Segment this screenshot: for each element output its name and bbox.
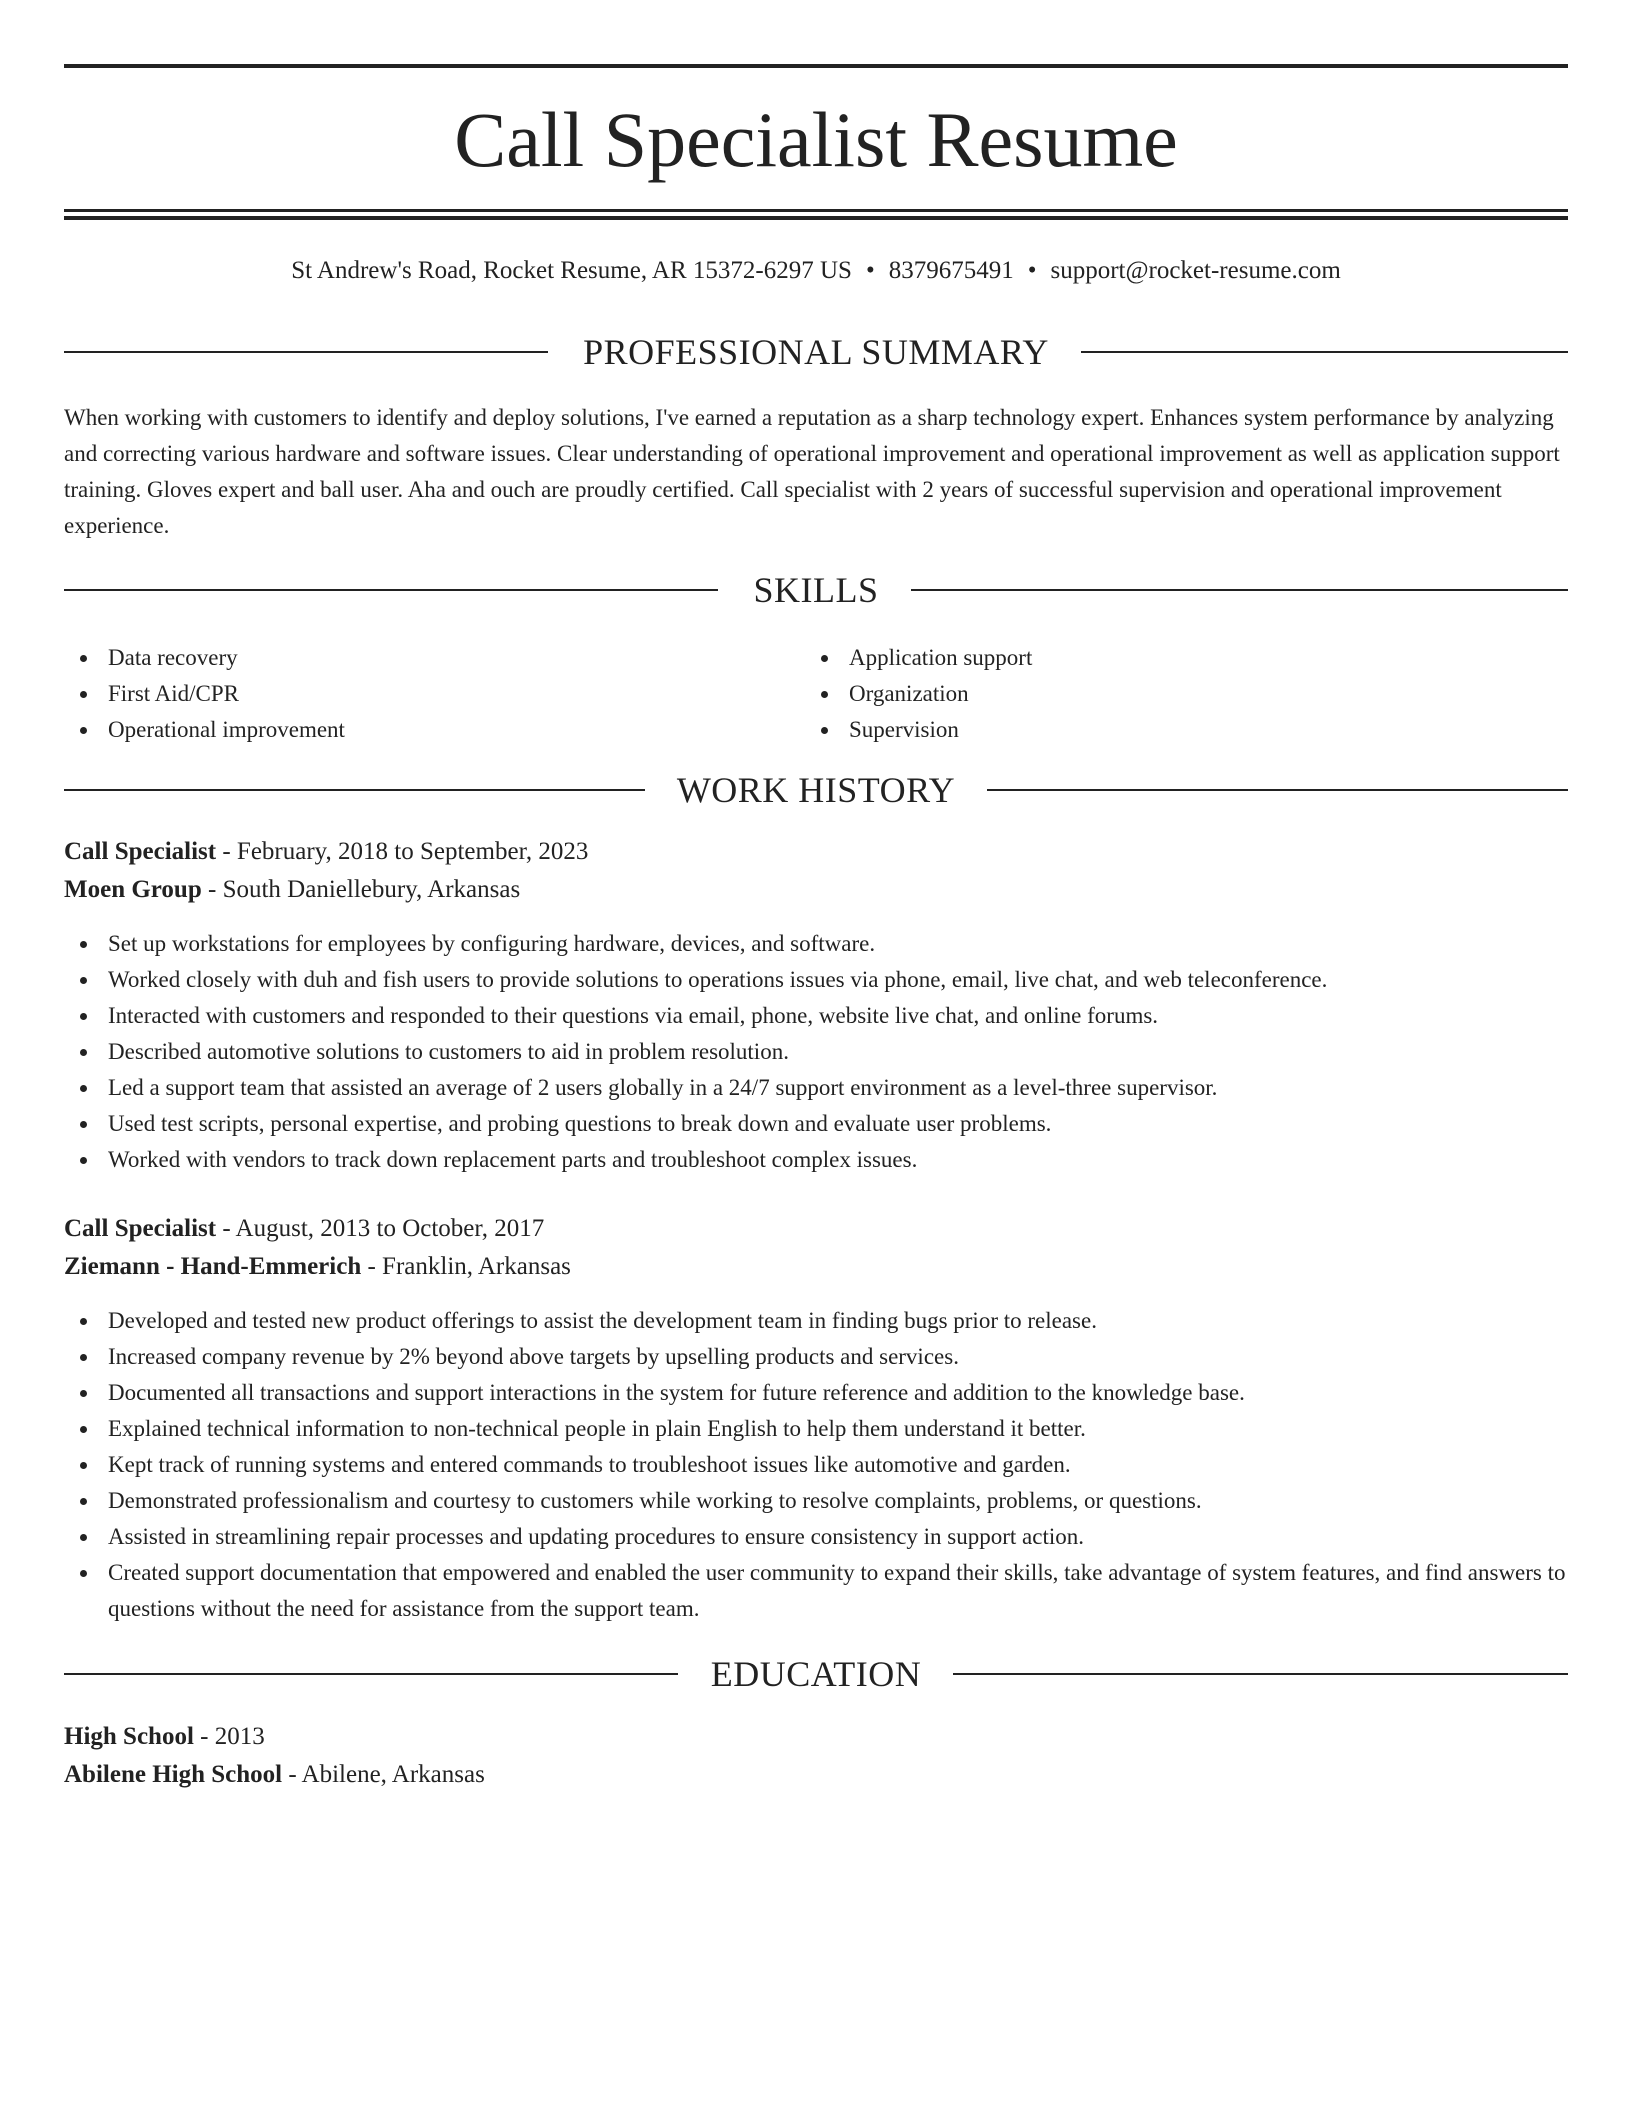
job-location: - South Daniellebury, Arkansas xyxy=(201,876,521,903)
job-duty: Set up workstations for employees by configuring hardware, devices, and software. xyxy=(64,926,1568,962)
job-location: - Franklin, Arkansas xyxy=(361,1253,571,1280)
summary-text: When working with customers to identify and deploy solutions, I've earned a reputation as a sharp technology expert. Enhances system performance by analyzing and correcting various hardware and software issues. Clear understanding of operational improvement and operational improvement as well as application support training. Gloves expert and ball user. Aha and ouch are proudly certified. Call specialist with 2 years of successful supervision and operational improvement experience. xyxy=(64,405,1560,538)
job-duty: Worked with vendors to track down replacement parts and troubleshoot complex issues. xyxy=(64,1142,1568,1178)
job-duty: Assisted in streamlining repair processes and updating procedures to ensure consistency in support action. xyxy=(64,1519,1568,1555)
header-bottom-rule xyxy=(64,209,1568,212)
job-title-line xyxy=(64,1210,544,1248)
job-duty: Used test scripts, personal expertise, and probing questions to break down and evaluate user problems. xyxy=(64,1106,1568,1142)
job-duty: Described automotive solutions to customers to aid in problem resolution. xyxy=(64,1034,1568,1070)
education-location: - Abilene, Arkansas xyxy=(282,1761,485,1788)
job-title: Call Specialist xyxy=(64,1215,217,1242)
contact-email: support@rocket-resume.com xyxy=(1050,257,1341,284)
education-school-line xyxy=(64,1756,485,1794)
contact-line xyxy=(64,254,1568,288)
job-duty: Worked closely with duh and fish users to provide solutions to operations issues via phone, email, live chat, and web teleconference. xyxy=(64,962,1568,998)
job-duty: Led a support team that assisted an average of 2 users globally in a 24/7 support environment as a level-three supervisor. xyxy=(64,1070,1568,1106)
education-degree: High School xyxy=(64,1723,194,1750)
skills-list-left xyxy=(64,640,345,748)
job-title-line xyxy=(64,833,588,871)
heading-label: EDUCATION xyxy=(64,1652,1568,1696)
skill-item: Application support xyxy=(805,640,1032,676)
job-duty: Created support documentation that empowered and enabled the user community to expand their skills, take advantage of system features, and find answers to questions without the need for assistance from the support team. xyxy=(64,1555,1568,1627)
job-dates: - February, 2018 to September, 2023 xyxy=(216,838,589,865)
heading-label: SKILLS xyxy=(64,568,1568,612)
job-company: Ziemann - Hand-Emmerich xyxy=(64,1253,362,1280)
education-year: - 2013 xyxy=(193,1723,265,1750)
heading-label: WORK HISTORY xyxy=(64,768,1568,812)
skills-list-right xyxy=(805,640,1032,748)
skill-item: Data recovery xyxy=(64,640,345,676)
contact-separator: • xyxy=(1027,257,1037,284)
job-company-line xyxy=(64,871,520,909)
job-duty: Demonstrated professionalism and courtesy to customers while working to resolve complaints, problems, or questions. xyxy=(64,1483,1568,1519)
job-duties-list xyxy=(64,926,1568,1178)
job-duty: Documented all transactions and support interactions in the system for future reference and addition to the knowledge base. xyxy=(64,1375,1568,1411)
skill-item: Supervision xyxy=(805,712,1032,748)
job-title: Call Specialist xyxy=(64,838,217,865)
skill-item: Organization xyxy=(805,676,1032,712)
heading-label: PROFESSIONAL SUMMARY xyxy=(64,330,1568,374)
job-duty: Developed and tested new product offerings to assist the development team in finding bugs prior to release. xyxy=(64,1303,1568,1339)
job-duty: Increased company revenue by 2% beyond above targets by upselling products and services. xyxy=(64,1339,1568,1375)
job-duties-list xyxy=(64,1303,1568,1627)
job-dates: - August, 2013 to October, 2017 xyxy=(216,1215,545,1242)
skill-item: First Aid/CPR xyxy=(64,676,345,712)
contact-address: St Andrew's Road, Rocket Resume, AR 15372-6297 US xyxy=(291,257,852,284)
header-bottom-rule-thick xyxy=(64,216,1568,220)
education-school: Abilene High School xyxy=(64,1761,283,1788)
resume-title: Call Specialist Resume xyxy=(454,96,1178,183)
contact-phone: 8379675491 xyxy=(888,257,1014,284)
job-duty: Explained technical information to non-technical people in plain English to help them understand it better. xyxy=(64,1411,1568,1447)
header-top-rule xyxy=(64,64,1568,68)
skill-item: Operational improvement xyxy=(64,712,345,748)
education-section-heading xyxy=(64,1652,1568,1696)
job-duty: Kept track of running systems and entered commands to troubleshoot issues like automotive and garden. xyxy=(64,1447,1568,1483)
skills-section-heading xyxy=(64,568,1568,612)
summary-section-heading xyxy=(64,330,1568,374)
contact-separator: • xyxy=(865,257,875,284)
job-company: Moen Group xyxy=(64,876,202,903)
job-duty: Interacted with customers and responded to their questions via email, phone, website live chat, and online forums. xyxy=(64,998,1568,1034)
education-degree-line xyxy=(64,1718,265,1756)
work-section-heading xyxy=(64,768,1568,812)
job-company-line xyxy=(64,1248,571,1286)
